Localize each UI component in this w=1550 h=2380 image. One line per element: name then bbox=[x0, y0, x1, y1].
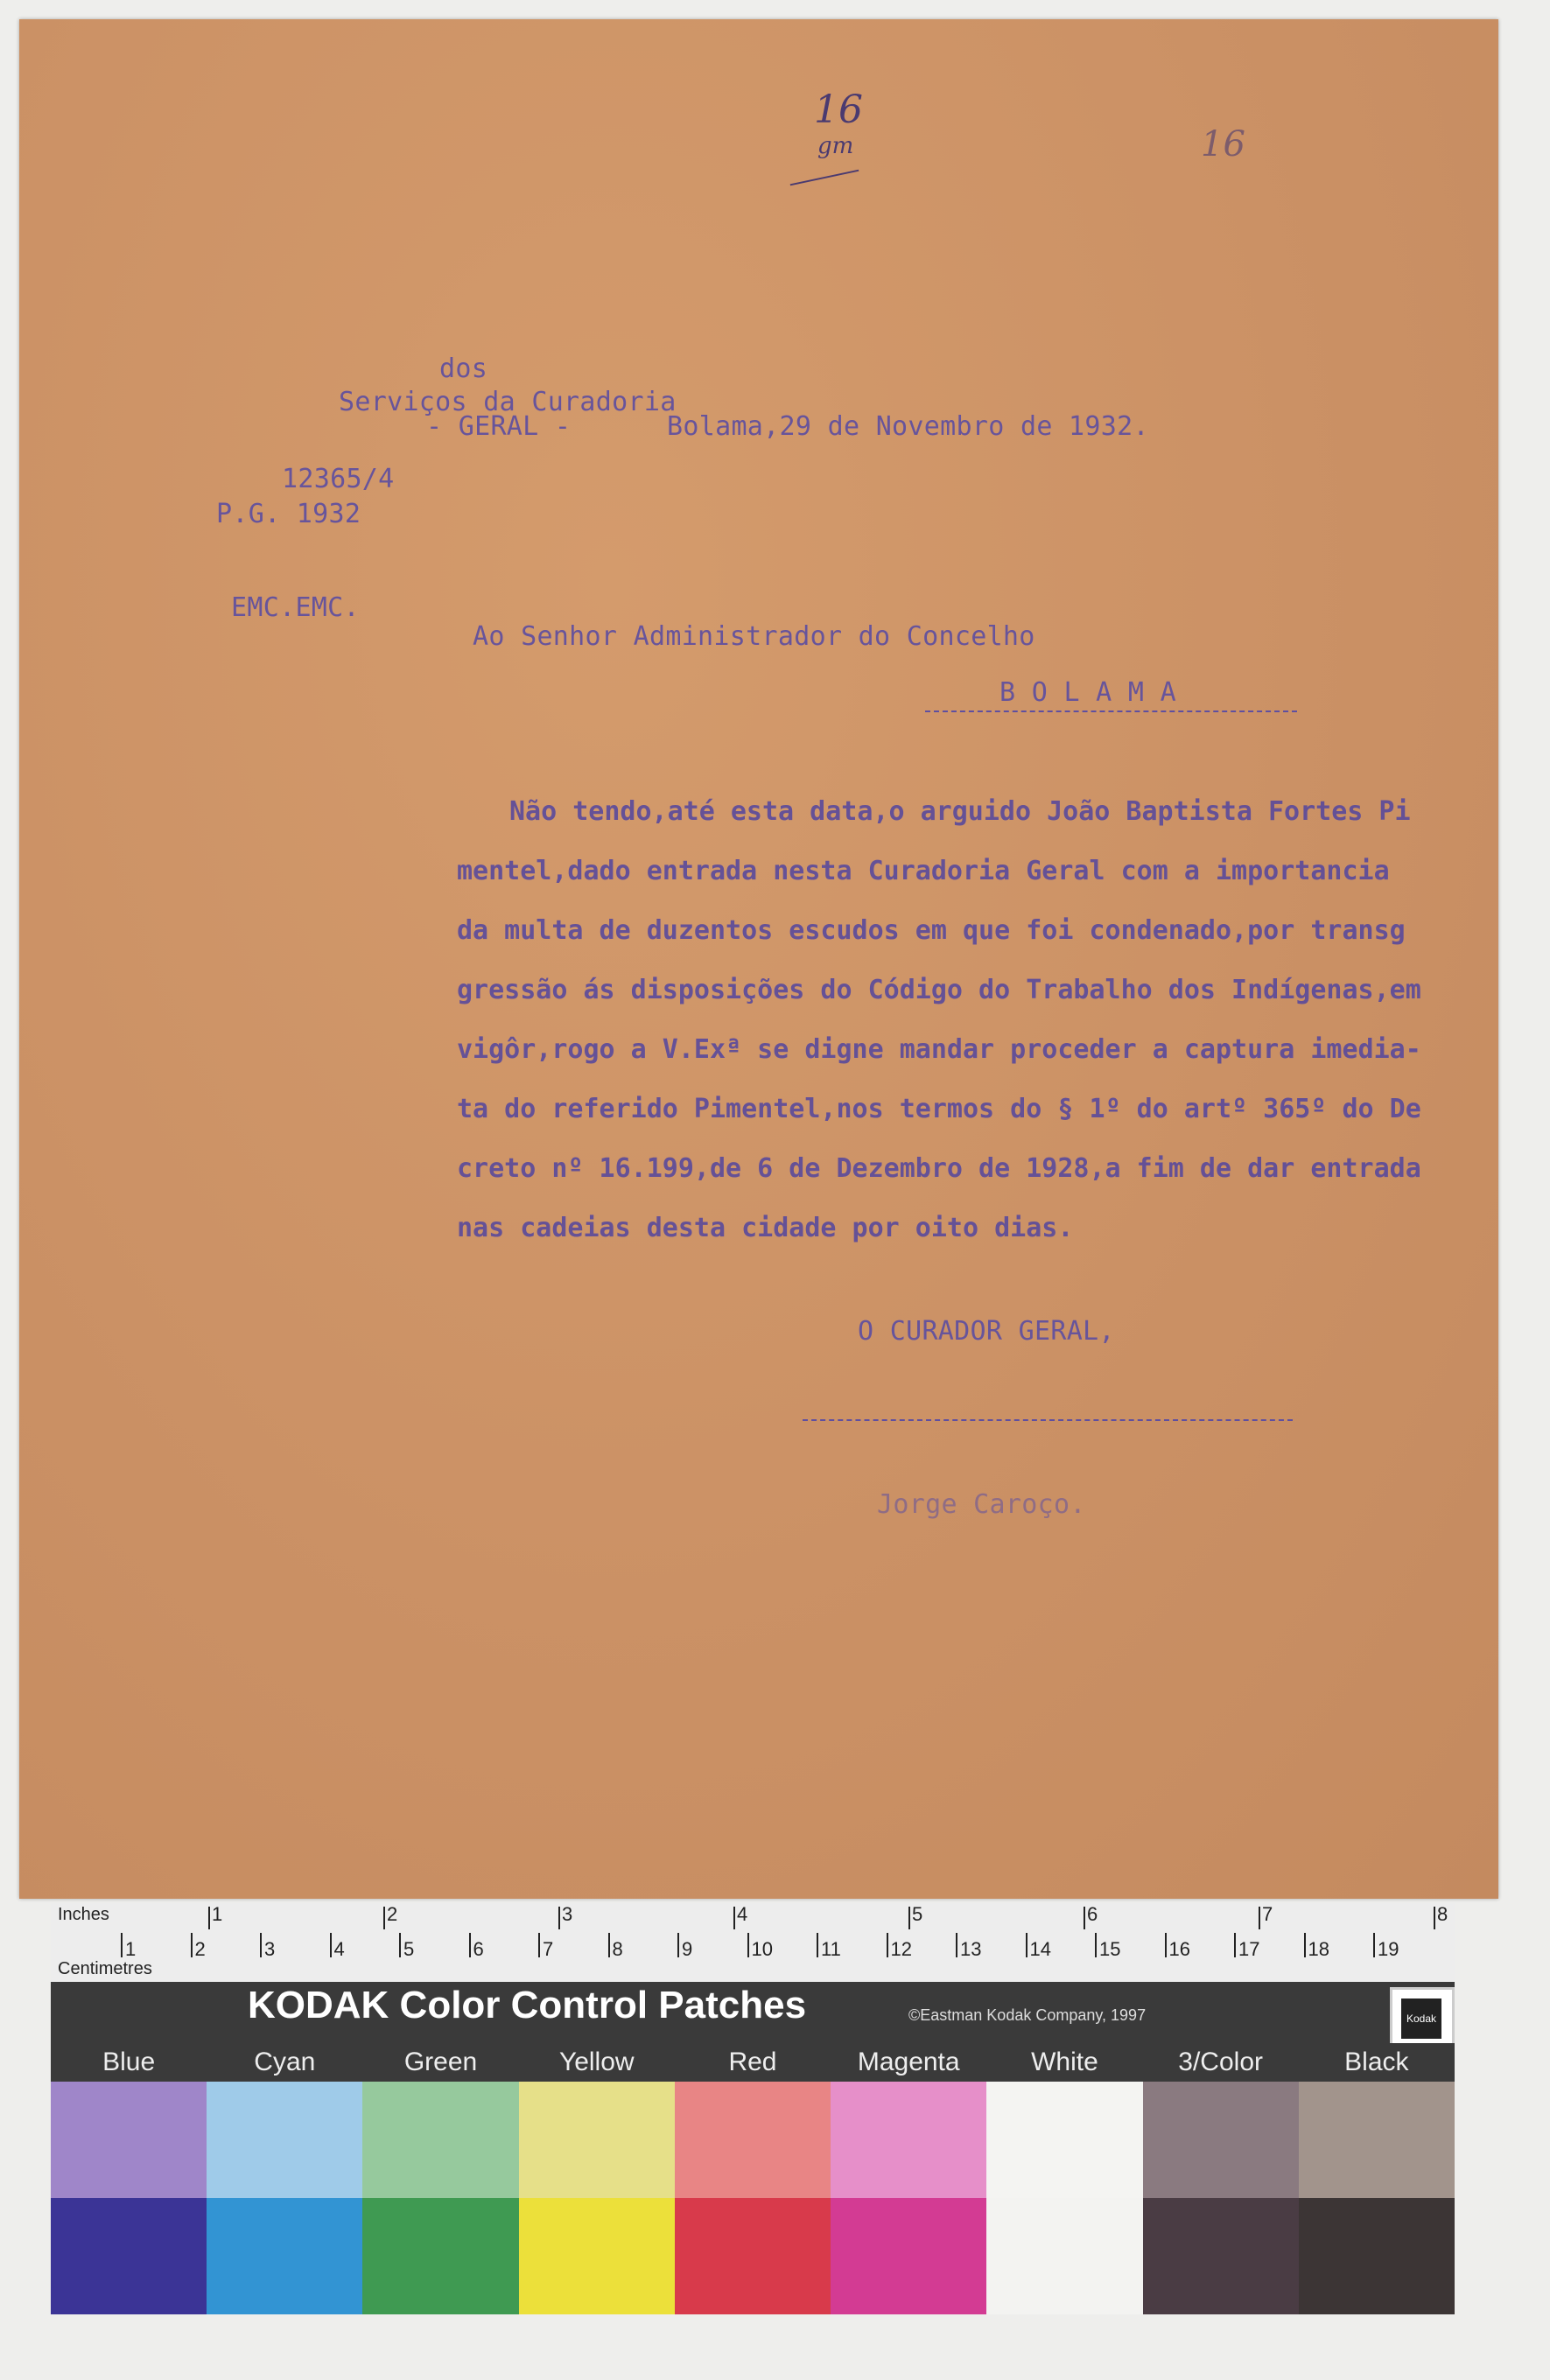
cm-tick-label: 1 bbox=[125, 1938, 137, 1960]
patch-name: Blue bbox=[102, 2048, 156, 2076]
folio-mark: 16 bbox=[814, 88, 863, 132]
cm-tick bbox=[956, 1933, 957, 1957]
patch-column bbox=[1143, 2082, 1299, 2314]
kodak-title: KODAK Color Control Patches bbox=[248, 1984, 807, 2026]
document-page bbox=[19, 19, 1498, 1899]
cm-tick-label: 6 bbox=[473, 1938, 484, 1960]
cm-tick bbox=[1026, 1933, 1027, 1957]
patch-name: Magenta bbox=[857, 2048, 960, 2076]
cm-tick-label: 14 bbox=[1029, 1938, 1051, 1960]
cm-tick bbox=[330, 1933, 332, 1957]
inch-tick-label: 2 bbox=[387, 1903, 398, 1925]
addressee-underline bbox=[925, 710, 1297, 712]
cm-tick bbox=[260, 1933, 262, 1957]
patch-light bbox=[986, 2082, 1142, 2198]
color-target-strip bbox=[51, 1903, 1455, 2314]
body-line: nas cadeias desta cidade por oito dias. bbox=[457, 1213, 1074, 1243]
addressee: Ao Senhor Administrador do Concelho bbox=[473, 621, 1035, 652]
cm-tick bbox=[677, 1933, 679, 1957]
inch-tick bbox=[908, 1907, 910, 1929]
patch-light bbox=[1299, 2082, 1455, 2198]
body-line: vigôr,rogo a V.Exª se digne mandar proceder a captura imedia- bbox=[457, 1034, 1421, 1065]
ruler-label-cm: Centimetres bbox=[58, 1959, 152, 1978]
color-patches bbox=[51, 2082, 1455, 2314]
kodak-logo bbox=[1390, 1987, 1455, 2052]
patch-column bbox=[986, 2082, 1142, 2314]
patch-name: White bbox=[1031, 2048, 1098, 2076]
inch-tick bbox=[1259, 1907, 1260, 1929]
cm-tick-label: 17 bbox=[1238, 1938, 1260, 1960]
inch-tick bbox=[733, 1907, 735, 1929]
cm-tick-label: 5 bbox=[403, 1938, 415, 1960]
reference-number: 12365/4 bbox=[282, 464, 395, 494]
cm-tick bbox=[1304, 1933, 1306, 1957]
patch-light bbox=[1143, 2082, 1299, 2198]
patch-column bbox=[362, 2082, 518, 2314]
patch-dark bbox=[362, 2198, 518, 2314]
patch-dark bbox=[207, 2198, 362, 2314]
kodak-band bbox=[51, 1982, 1455, 2052]
cm-tick-label: 13 bbox=[960, 1938, 982, 1960]
cm-tick-label: 8 bbox=[612, 1938, 623, 1960]
body-line: da multa de duzentos escudos em que foi condenado,por transg bbox=[457, 915, 1406, 946]
cm-tick-label: 2 bbox=[194, 1938, 206, 1960]
cm-tick bbox=[1373, 1933, 1375, 1957]
patch-name: Yellow bbox=[558, 2048, 635, 2076]
body-line: creto nº 16.199,de 6 de Dezembro de 1928,a fim de dar entrada bbox=[457, 1153, 1421, 1184]
salutation-abbrev: EMC.EMC. bbox=[231, 592, 360, 623]
inch-tick-label: 3 bbox=[562, 1903, 573, 1925]
patch-dark bbox=[1143, 2198, 1299, 2314]
cm-tick bbox=[817, 1933, 818, 1957]
cm-tick-label: 3 bbox=[264, 1938, 276, 1960]
cm-tick bbox=[747, 1933, 749, 1957]
ruler-label-inches: Inches bbox=[58, 1905, 109, 1924]
cm-tick bbox=[399, 1933, 401, 1957]
cm-tick-label: 11 bbox=[821, 1938, 841, 1960]
patch-name: Cyan bbox=[254, 2048, 316, 2076]
patch-name: 3/Color bbox=[1178, 2048, 1263, 2076]
folio-mark-sub: gm bbox=[817, 133, 854, 159]
inch-tick-label: 1 bbox=[212, 1903, 223, 1925]
cm-tick bbox=[469, 1933, 471, 1957]
cm-tick bbox=[121, 1933, 123, 1957]
reference-pg: P.G. 1932 bbox=[216, 499, 361, 529]
body-line: ta do referido Pimentel,nos termos do § 1º do artº 365º do De bbox=[457, 1094, 1421, 1124]
patch-light bbox=[362, 2082, 518, 2198]
ruler bbox=[51, 1903, 1455, 1982]
cm-tick-label: 19 bbox=[1378, 1938, 1399, 1960]
cm-tick bbox=[887, 1933, 888, 1957]
kodak-copyright: ©Eastman Kodak Company, 1997 bbox=[908, 2006, 1147, 2024]
cm-tick-label: 15 bbox=[1099, 1938, 1121, 1960]
signature-line bbox=[803, 1419, 1293, 1421]
patch-column bbox=[831, 2082, 986, 2314]
patch-name: Black bbox=[1344, 2048, 1409, 2076]
signature-name: Jorge Caroço. bbox=[877, 1489, 1086, 1520]
cm-tick bbox=[608, 1933, 610, 1957]
patch-light bbox=[675, 2082, 831, 2198]
patch-dark bbox=[986, 2198, 1142, 2314]
inch-tick bbox=[383, 1907, 385, 1929]
cm-tick bbox=[1095, 1933, 1097, 1957]
inch-tick bbox=[208, 1907, 210, 1929]
patch-dark bbox=[51, 2198, 207, 2314]
inch-tick-label: 4 bbox=[737, 1903, 748, 1925]
inch-tick-label: 5 bbox=[912, 1903, 923, 1925]
cm-tick bbox=[1234, 1933, 1236, 1957]
inch-tick-label: 6 bbox=[1087, 1903, 1098, 1925]
cm-tick-label: 12 bbox=[890, 1938, 912, 1960]
header-line-2: Serviços da Curadoria bbox=[339, 387, 677, 417]
patch-name: Red bbox=[728, 2048, 777, 2076]
cm-tick-label: 9 bbox=[682, 1938, 693, 1960]
inch-tick bbox=[1434, 1907, 1435, 1929]
inch-tick-label: 7 bbox=[1262, 1903, 1273, 1925]
patch-dark bbox=[519, 2198, 675, 2314]
addressee-place: B O L A M A bbox=[999, 677, 1176, 708]
patch-dark bbox=[1299, 2198, 1455, 2314]
patch-dark bbox=[675, 2198, 831, 2314]
folio-number: 16 bbox=[1201, 124, 1245, 164]
cm-tick bbox=[1165, 1933, 1167, 1957]
patch-name: Green bbox=[403, 2048, 478, 2076]
patch-column bbox=[51, 2082, 207, 2314]
header-line-1: dos bbox=[439, 354, 488, 384]
header-line-3: - GERAL - bbox=[426, 411, 572, 442]
cm-tick bbox=[538, 1933, 540, 1957]
inch-tick-label: 8 bbox=[1437, 1903, 1448, 1925]
patch-column bbox=[1299, 2082, 1455, 2314]
signature-title: O CURADOR GERAL, bbox=[858, 1316, 1115, 1347]
body-line: mentel,dado entrada nesta Curadoria Geral com a importancia bbox=[457, 856, 1390, 886]
kodak-logo-text: Kodak bbox=[1401, 1998, 1441, 2039]
body-line: gressão ás disposições do Código do Trabalho dos Indígenas,em bbox=[457, 975, 1421, 1005]
patch-light bbox=[519, 2082, 675, 2198]
patch-column bbox=[675, 2082, 831, 2314]
patch-light bbox=[51, 2082, 207, 2198]
body-line: Não tendo,até esta data,o arguido João Baptista Fortes Pi bbox=[509, 796, 1411, 827]
inch-tick bbox=[558, 1907, 560, 1929]
cm-tick-label: 18 bbox=[1308, 1938, 1329, 1960]
inch-tick bbox=[1084, 1907, 1085, 1929]
cm-tick-label: 10 bbox=[751, 1938, 773, 1960]
place-date: Bolama,29 de Novembro de 1932. bbox=[667, 411, 1149, 442]
patch-light bbox=[207, 2082, 362, 2198]
cm-tick-label: 16 bbox=[1168, 1938, 1190, 1960]
patch-dark bbox=[831, 2198, 986, 2314]
patch-light bbox=[831, 2082, 986, 2198]
patch-column bbox=[207, 2082, 362, 2314]
patch-names bbox=[51, 2043, 1455, 2082]
patch-column bbox=[519, 2082, 675, 2314]
cm-tick-label: 4 bbox=[333, 1938, 345, 1960]
folio-mark-rule bbox=[790, 170, 859, 186]
cm-tick-label: 7 bbox=[543, 1938, 554, 1960]
cm-tick bbox=[191, 1933, 193, 1957]
